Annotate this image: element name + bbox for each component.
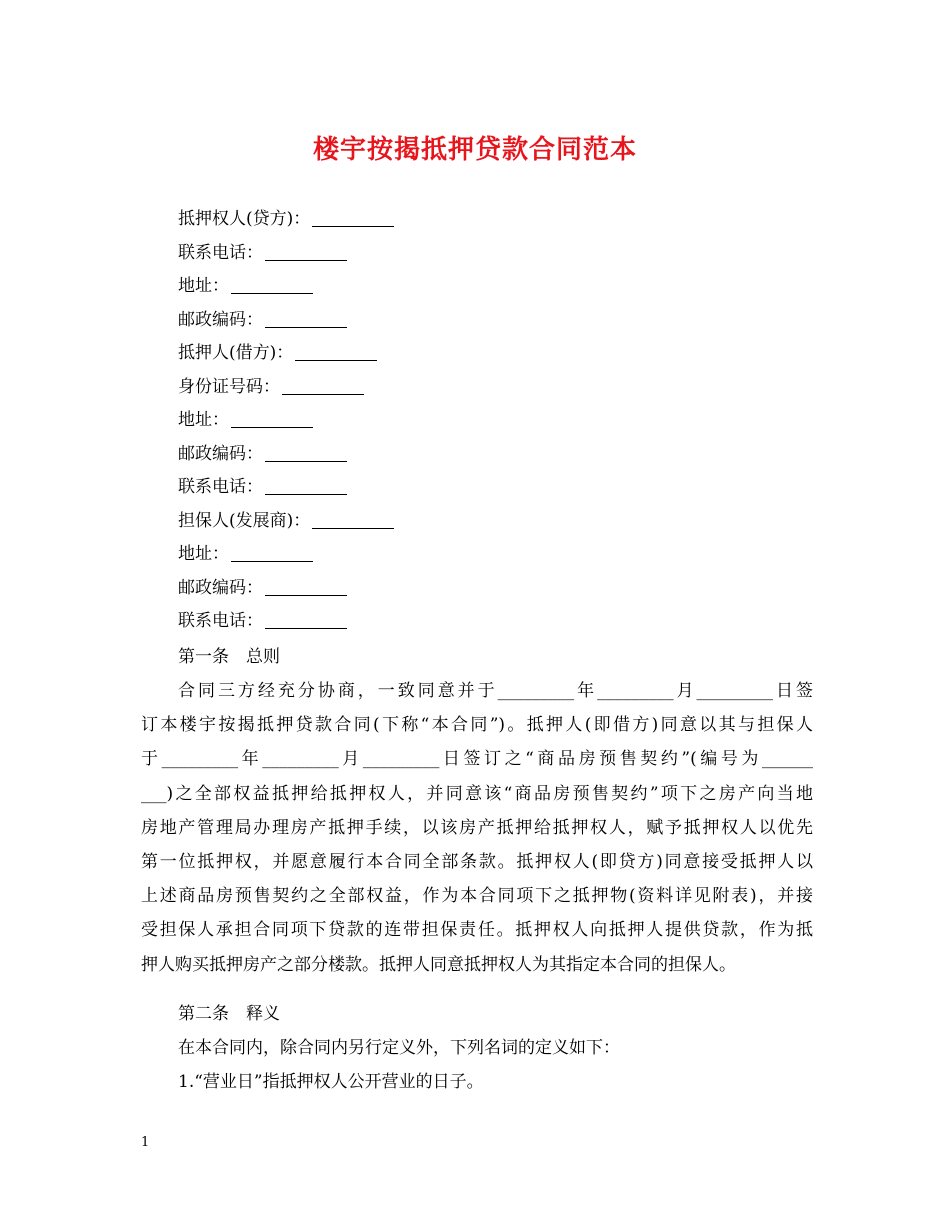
fill-blank (265, 594, 347, 596)
field-label: 抵押人(借方)： (178, 343, 294, 363)
fill-blank (231, 292, 313, 294)
field-label: 联系电话： (178, 477, 263, 497)
field-guarantor-postcode (178, 572, 394, 606)
article1-body (141, 674, 813, 982)
field-lender (178, 203, 394, 237)
field-label: 担保人(发展商)： (178, 510, 311, 531)
fill-blank (265, 259, 347, 261)
body-line: ___)之全部权益抵押给抵押权人，并同意该“商品房预售契约”项下之房产向当地 (141, 783, 813, 804)
fill-blank (265, 627, 347, 629)
fill-blank (312, 225, 394, 227)
field-label: 联系电话： (178, 611, 263, 631)
field-label: 邮政编码： (178, 309, 263, 330)
page-number: 1 (141, 1135, 150, 1150)
fill-blank (282, 393, 364, 395)
body-line: 房地产管理局办理房产抵押手续，以该房产抵押给抵押权人，赋予抵押权人以优先 (141, 817, 813, 838)
field-borrower (178, 337, 394, 371)
field-borrower-phone (178, 471, 394, 505)
fill-blank (265, 493, 347, 495)
article2-intro: 在本合同内，除合同内另行定义外，下列名词的定义如下： (178, 1038, 620, 1058)
party-fields (178, 203, 394, 639)
field-label: 抵押权人(贷方)： (178, 209, 311, 229)
body-line: 受担保人承担合同项下贷款的连带担保责任。抵押权人向抵押人提供贷款，作为抵 (141, 920, 813, 941)
body-line: 押人购买抵押房产之部分楼款。抵押人同意抵押权人为其指定本合同的担保人。 (141, 954, 736, 975)
field-borrower-id (178, 371, 394, 405)
field-label: 身份证号码： (178, 376, 280, 397)
fill-blank (265, 460, 347, 462)
body-line: 合同三方经充分协商，一致同意并于_________年_________月_________日签 (178, 681, 813, 701)
fill-blank (295, 359, 377, 361)
field-guarantor (178, 505, 394, 539)
page-title: 楼宇按揭抵押贷款合同范本 (312, 135, 637, 165)
body-line: 于_________年_________月_________日签订之“商品房预售契约”(编号为______ (141, 749, 813, 770)
field-label: 联系电话： (178, 242, 263, 263)
field-label: 地址： (178, 544, 229, 564)
field-label: 邮政编码： (178, 443, 263, 464)
fill-blank (312, 527, 394, 529)
field-borrower-postcode (178, 438, 394, 472)
field-label: 地址： (178, 276, 229, 296)
field-lender-postcode (178, 304, 394, 338)
article2-heading: 第二条 释义 (178, 1004, 280, 1024)
field-lender-phone (178, 237, 394, 271)
field-guarantor-phone (178, 605, 394, 639)
body-line: 上述商品房预售契约之全部权益，作为本合同项下之抵押物(资料详见附表)，并接 (141, 886, 813, 907)
article2-item-1: 1.“营业日”指抵押权人公开营业的日子。 (178, 1072, 484, 1092)
article1-heading: 第一条 总则 (178, 647, 280, 667)
fill-blank (265, 326, 347, 328)
field-label: 地址： (178, 410, 229, 430)
body-line: 订本楼宇按揭抵押贷款合同(下称“本合同”)。抵押人(即借方)同意以其与担保人 (141, 715, 813, 736)
field-guarantor-address (178, 538, 394, 572)
field-label: 邮政编码： (178, 577, 263, 598)
fill-blank (231, 560, 313, 562)
field-borrower-address (178, 404, 394, 438)
body-line: 第一位抵押权，并愿意履行本合同全部条款。抵押权人(即贷方)同意接受抵押人以 (141, 851, 813, 872)
fill-blank (231, 426, 313, 428)
field-lender-address (178, 270, 394, 304)
